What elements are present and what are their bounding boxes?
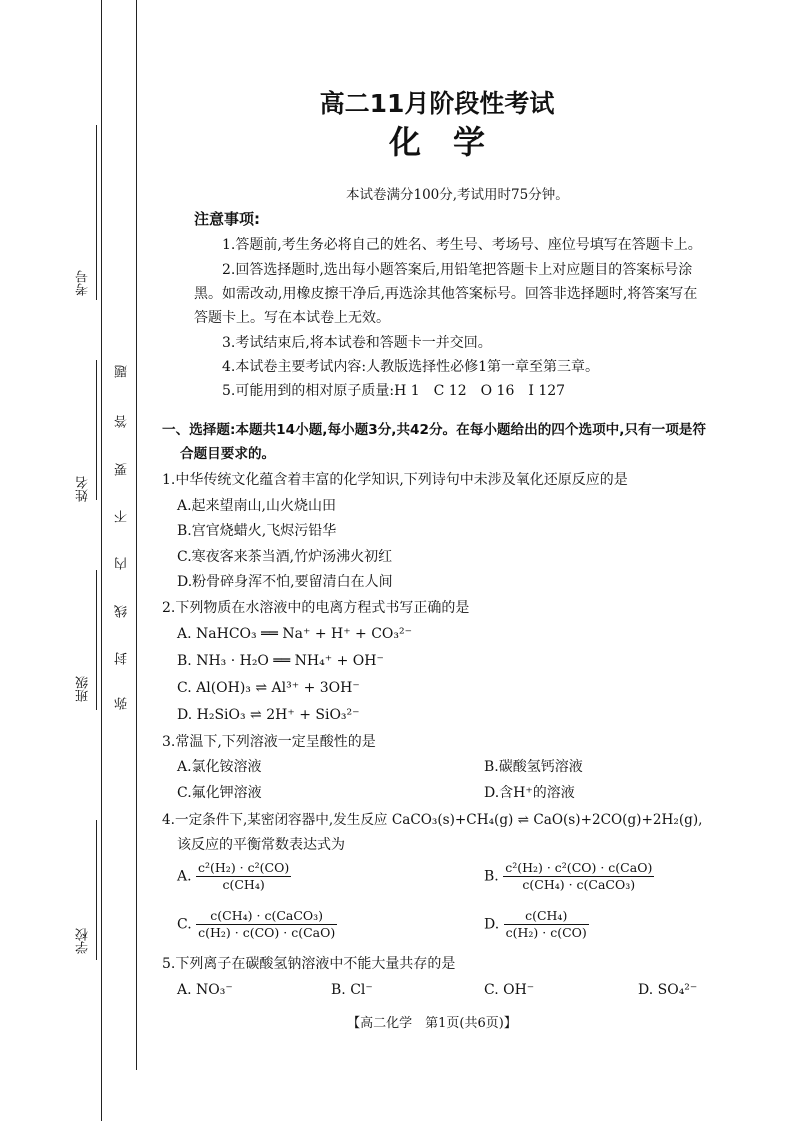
- section-heading-cont: 合题目要求的。: [180, 446, 276, 462]
- question-1-stem: 1.中华传统文化蕴含着丰富的化学知识,下列诗句中未涉及氧化还原反应的是: [162, 472, 628, 488]
- question-2-option-b: B. NH₃ · H₂O ══ NH₄⁺ + OH⁻: [177, 653, 384, 669]
- seal-char: 弥: [115, 697, 130, 710]
- fraction: [196, 908, 337, 941]
- option-label: C.: [177, 916, 192, 933]
- fraction: [196, 860, 291, 893]
- school-underline: [96, 820, 97, 960]
- question-3-option-b: B.碳酸氢钙溶液: [484, 759, 583, 775]
- fraction-denominator: c(H₂) · c(CO) · c(CaO): [198, 925, 336, 940]
- question-3-option-a: A.氯化铵溶液: [177, 759, 262, 775]
- fraction-numerator: c(CH₄): [504, 908, 589, 925]
- option-label: A.: [177, 868, 192, 885]
- note-item: 黑。如需改动,用橡皮擦干净后,再选涂其他答案标号。回答非选择题时,将答案写在: [194, 286, 698, 302]
- binding-line-outer: [101, 0, 102, 1121]
- notes-heading: 注意事项:: [194, 210, 260, 228]
- question-4-option-d: [484, 908, 589, 941]
- class-underline: [96, 570, 97, 710]
- seal-char: 不: [115, 510, 130, 523]
- note-item: 3.考试结束后,将本试卷和答题卡一并交回。: [222, 335, 492, 351]
- page-footer: 【高二化学 第1页(共6页)】: [347, 1016, 517, 1031]
- question-4-stem-cont: 该反应的平衡常数表达式为: [177, 837, 345, 853]
- subject-title: 化 学: [388, 123, 485, 161]
- question-5-option-b: B. Cl⁻: [331, 982, 373, 998]
- question-3-option-d: D.含H⁺的溶液: [484, 785, 575, 801]
- fraction-denominator: c(H₂) · c(CO): [505, 925, 587, 940]
- note-item: 答题卡上。写在本试卷上无效。: [194, 310, 390, 326]
- fraction-denominator: c(CH₄): [222, 877, 265, 892]
- question-4-option-c: [177, 908, 337, 941]
- question-3-stem: 3.常温下,下列溶液一定呈酸性的是: [162, 734, 376, 750]
- label-school: 学校: [76, 928, 91, 954]
- label-class: 班级: [76, 676, 91, 702]
- exam-title: 高二11月阶段性考试: [319, 89, 555, 118]
- question-4-stem: 4.一定条件下,某密闭容器中,发生反应 CaCO₃(s)+CH₄(g) ⇌ CaO(s)+2CO(g)+2H₂(g),: [162, 812, 703, 828]
- note-item: 2.回答选择题时,选出每小题答案后,用铅笔把答题卡上对应题目的答案标号涂: [222, 262, 693, 278]
- question-3-option-c: C.氟化钾溶液: [177, 785, 262, 801]
- seal-char: 封: [115, 652, 130, 665]
- question-5-option-d: D. SO₄²⁻: [638, 982, 698, 998]
- question-5-option-c: C. OH⁻: [484, 982, 535, 998]
- seal-char: 内: [115, 557, 130, 570]
- note-item: 1.答题前,考生务必将自己的姓名、考生号、考场号、座位号填写在答题卡上。: [222, 237, 702, 253]
- seal-char: 答: [115, 415, 130, 428]
- question-1-option-b: B.宫官烧蜡火,飞烬污铅华: [177, 523, 337, 539]
- question-5-stem: 5.下列离子在碳酸氢钠溶液中不能大量共存的是: [162, 956, 456, 972]
- label-name: 姓名: [76, 476, 91, 502]
- fraction-numerator: c²(H₂) · c²(CO) · c(CaO): [505, 860, 653, 875]
- seal-char: 要: [115, 463, 130, 476]
- seal-char: 线: [115, 605, 130, 618]
- label-exam-number: 考号: [76, 270, 91, 296]
- fraction-numerator: c(CH₄) · c(CaCO₃): [196, 908, 337, 925]
- question-4-option-a: [177, 860, 291, 893]
- question-1-option-a: A.起来望南山,山火烧山田: [177, 498, 337, 514]
- fraction-numerator: c²(H₂) · c²(CO): [198, 860, 290, 875]
- seal-char: 题: [115, 365, 130, 378]
- option-label: D.: [484, 916, 500, 933]
- question-2-stem: 2.下列物质在水溶液中的电离方程式书写正确的是: [162, 600, 470, 616]
- question-2-option-c: C. Al(OH)₃ ⇌ Al³⁺ + 3OH⁻: [177, 680, 360, 696]
- question-2-option-d: D. H₂SiO₃ ⇌ 2H⁺ + SiO₃²⁻: [177, 707, 360, 723]
- section-heading: 一、选择题:本题共14小题,每小题3分,共42分。在每小题给出的四个选项中,只有一项是符: [162, 422, 706, 438]
- note-item: 5.可能用到的相对原子质量:H 1 C 12 O 16 I 127: [222, 383, 566, 399]
- question-4-option-b: [484, 860, 654, 893]
- name-underline: [96, 360, 97, 500]
- fraction: [504, 908, 589, 941]
- fraction: [503, 860, 654, 893]
- question-2-option-a: A. NaHCO₃ ══ Na⁺ + H⁺ + CO₃²⁻: [177, 626, 413, 642]
- option-label: B.: [484, 868, 499, 885]
- fraction-denominator: c(CH₄) · c(CaCO₃): [522, 877, 636, 892]
- note-item: 4.本试卷主要考试内容:人教版选择性必修1第一章至第三章。: [222, 359, 599, 375]
- question-1-option-d: D.粉骨碎身浑不怕,要留清白在人间: [177, 574, 393, 590]
- exam-subtitle: 本试卷满分100分,考试用时75分钟。: [346, 187, 569, 203]
- question-1-option-c: C.寒夜客来茶当酒,竹炉汤沸火初红: [177, 549, 393, 565]
- question-5-option-a: A. NO₃⁻: [177, 982, 233, 998]
